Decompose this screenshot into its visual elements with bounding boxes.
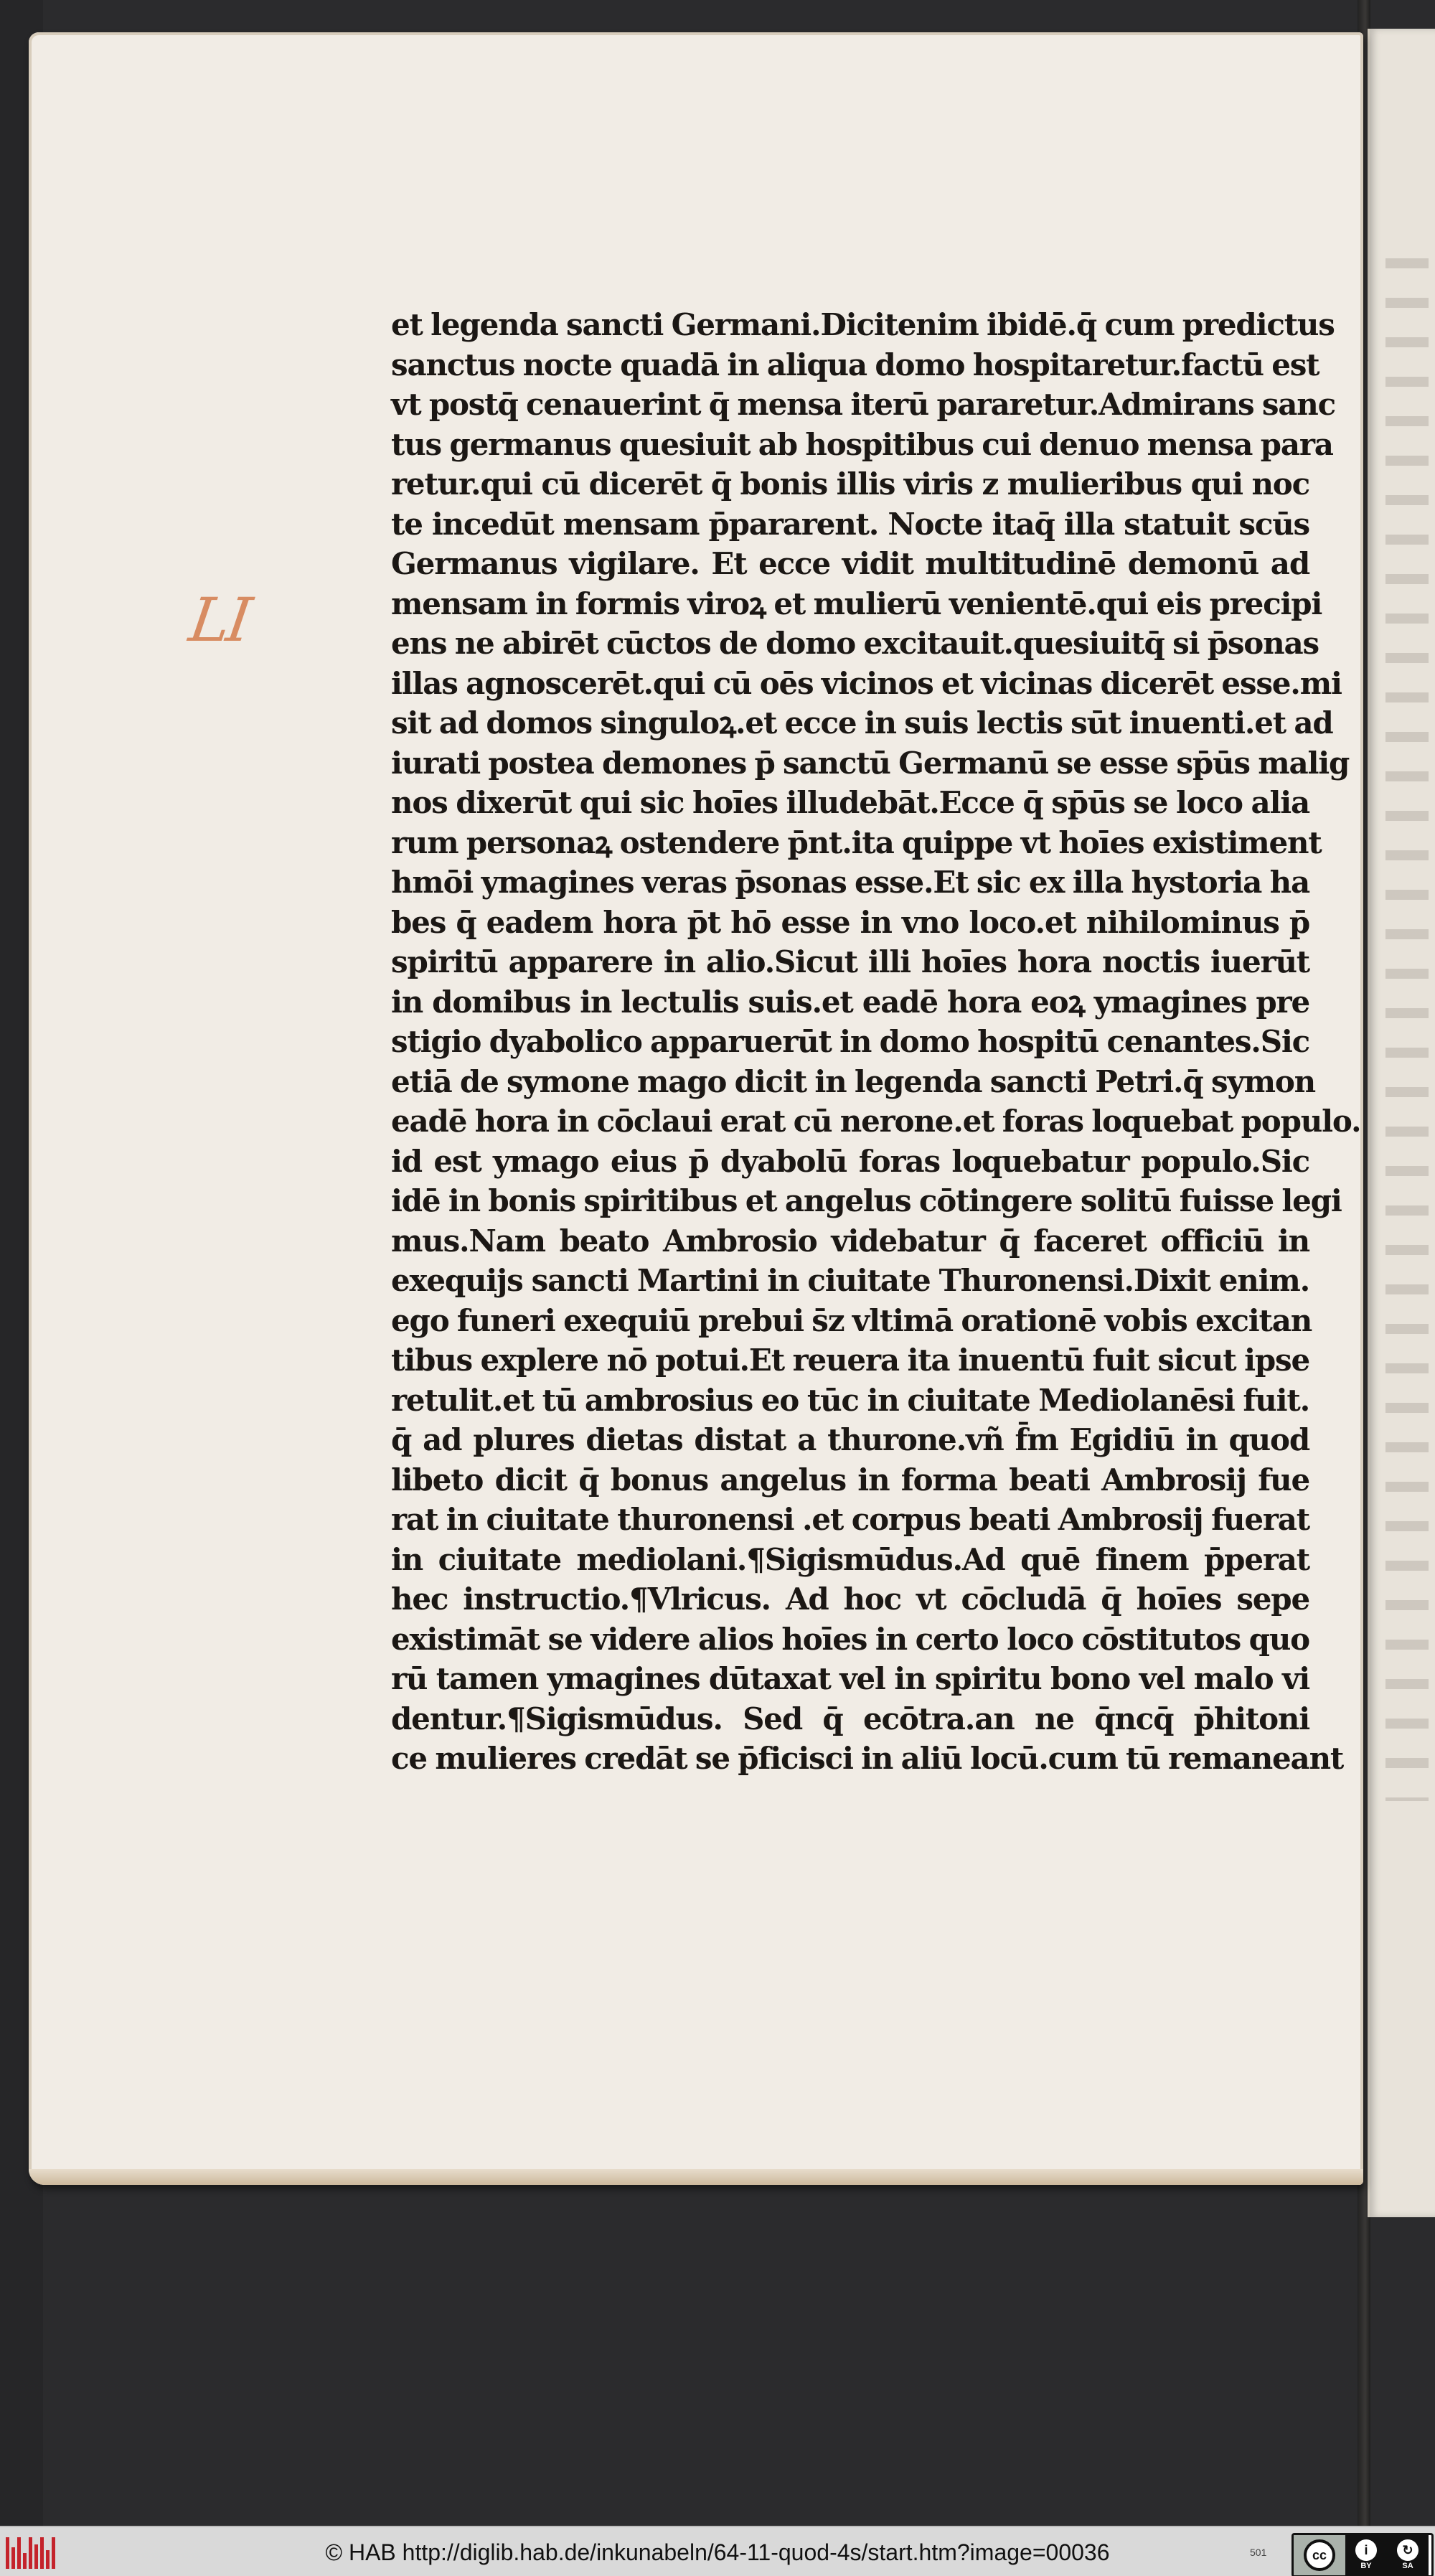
text-line: rat in ciuitate thuronensi .et corpus beati Ambrosij fuerat (391, 1502, 1309, 1537)
cc-logo (1294, 2535, 1345, 2575)
text-line: spiritū apparere in alio.Sicut illi hoīes hora noctis iuerūt (391, 944, 1309, 979)
attribution-bar (0, 2526, 1435, 2576)
printed-text-block (391, 305, 1361, 1779)
folio-mark: LI (185, 585, 253, 655)
text-line: sanctus nocte quadā in aliqua domo hospitaretur.factū est (391, 347, 1319, 382)
text-line: mensam in formis viroꝝ et mulierū venientē.qui eis precipi (391, 586, 1322, 621)
text-line: idē in bonis spiritibus et angelus cōtingere solitū fuisse legi (391, 1183, 1342, 1218)
text-line: rum personaꝝ ostendere p̄nt.ita quippe vt hoīes existiment (391, 824, 1322, 860)
text-line: tibus explere nō potui.Et reuera ita inuentū fuit sicut ipse (391, 1343, 1309, 1378)
by-label: BY (1360, 2562, 1372, 2570)
incunable-page (29, 32, 1363, 2185)
text-line: in ciuitate mediolani.¶Sigismūdus.Ad quē finem p̄perat (391, 1541, 1309, 1577)
text-line: vt postq̄ cenauerint q̄ mensa iterū pararetur.Admirans sanc (391, 387, 1335, 422)
text-line: tus germanus quesiuit ab hospitibus cui denuo mensa para (391, 426, 1333, 462)
text-line: retur.qui cū dicerēt q̄ bonis illis viris z mulieribus qui noc (391, 466, 1309, 502)
text-line: libeto dicit q̄ bonus angelus in forma beati Ambrosij fue (391, 1462, 1309, 1498)
text-line: te incedūt mensam p̄pararent. Nocte itaq̄ illa statuit scūs (391, 506, 1309, 542)
text-line: mus.Nam beato Ambrosio videbatur q̄ faceret officiū in (391, 1223, 1309, 1259)
text-line: sit ad domos singuloꝝ.et ecce in suis lectis sūt inuenti.et ad (391, 705, 1333, 741)
text-line: hec instructio.¶Vlricus. Ad hoc vt cōcludā q̄ hoīes sepe (391, 1581, 1309, 1617)
text-line: et legenda sancti Germani.Dicitenim ibidē.q̄ cum predictus (391, 307, 1335, 342)
cc-license-badge[interactable] (1292, 2533, 1434, 2576)
by-icon: i (1355, 2539, 1377, 2561)
cc-icon: cc (1304, 2539, 1335, 2571)
text-line: dentur.¶Sigismūdus. Sed q̄ ecōtra.an ne q̄ncq̄ p̄hitoni (391, 1701, 1309, 1736)
text-line: nos dixerūt qui sic hoīes illudebāt.Ecce q̄ sp̄ūs se loco alia (391, 785, 1309, 820)
text-line: id est ymago eius p̄ dyabolū foras loquebatur populo.Sic (391, 1143, 1309, 1179)
text-line: in domibus in lectulis suis.et eadē hora eoꝝ ymagines pre (391, 984, 1309, 1020)
text-line: hmōi ymagines veras p̄sonas esse.Et sic ex illa hystoria ha (391, 865, 1309, 900)
text-line: eadē hora in cōclaui erat cū nerone.et foras loquebat populo. (391, 1104, 1361, 1139)
text-line: illas agnoscerēt.qui cū oēs vicinos et vicinas dicerēt esse.mi (391, 665, 1342, 701)
text-line: retulit.et tū ambrosius eo tūc in ciuitate Mediolanēsi fuit. (391, 1382, 1309, 1418)
text-line: ce mulieres credāt se p̄ficisci in aliū locū.cum tū remaneant (391, 1741, 1344, 1776)
text-line: q̄ ad plures dietas distat a thurone.vñ f̄m Egidiū in quod (391, 1422, 1309, 1457)
text-line: etiā de symone mago dicit in legenda sancti Petri.q̄ symon (391, 1063, 1316, 1099)
text-line: exequijs sancti Martini in ciuitate Thuronensi.Dixit enim. (391, 1263, 1309, 1298)
text-line: ens ne abirēt cūctos de domo excitauit.quesiuitq̄ si p̄sonas (391, 626, 1319, 661)
attribution-link[interactable]: © HAB http://diglib.hab.de/inkunabeln/64-11-quod-4s/start.htm?image=00036 (325, 2539, 1110, 2565)
sa-label: SA (1402, 2562, 1413, 2570)
text-line: Germanus vigilare. Et ecce vidit multitudinē demonū ad (391, 546, 1309, 581)
adjacent-page-edge (1368, 29, 1435, 2217)
text-line: iurati postea demones p̄ sanctū Germanū se esse sp̄ūs malig (391, 745, 1350, 781)
text-line: rū tamen ymagines dūtaxat vel in spiritu bono vel malo vi (391, 1661, 1309, 1696)
text-line: bes q̄ eadem hora p̄t hō esse in vno loco.et nihilominus p̄ (391, 904, 1309, 940)
sa-icon: ↻ (1397, 2539, 1418, 2561)
text-line: existimāt se videre alios hoīes in certo loco cōstitutos quo (391, 1621, 1309, 1657)
small-page-ref: 501 (1250, 2547, 1267, 2558)
cc-by (1345, 2535, 1387, 2575)
cc-sa (1387, 2535, 1429, 2575)
adjacent-page-text-shadow (1385, 258, 1429, 1801)
text-line: stigio dyabolico apparuerūt in domo hospitū cenantes.Sic (391, 1024, 1309, 1059)
text-line: ego funeri exequiū prebui s̄z vltimā orationē vobis excitan (391, 1302, 1312, 1338)
